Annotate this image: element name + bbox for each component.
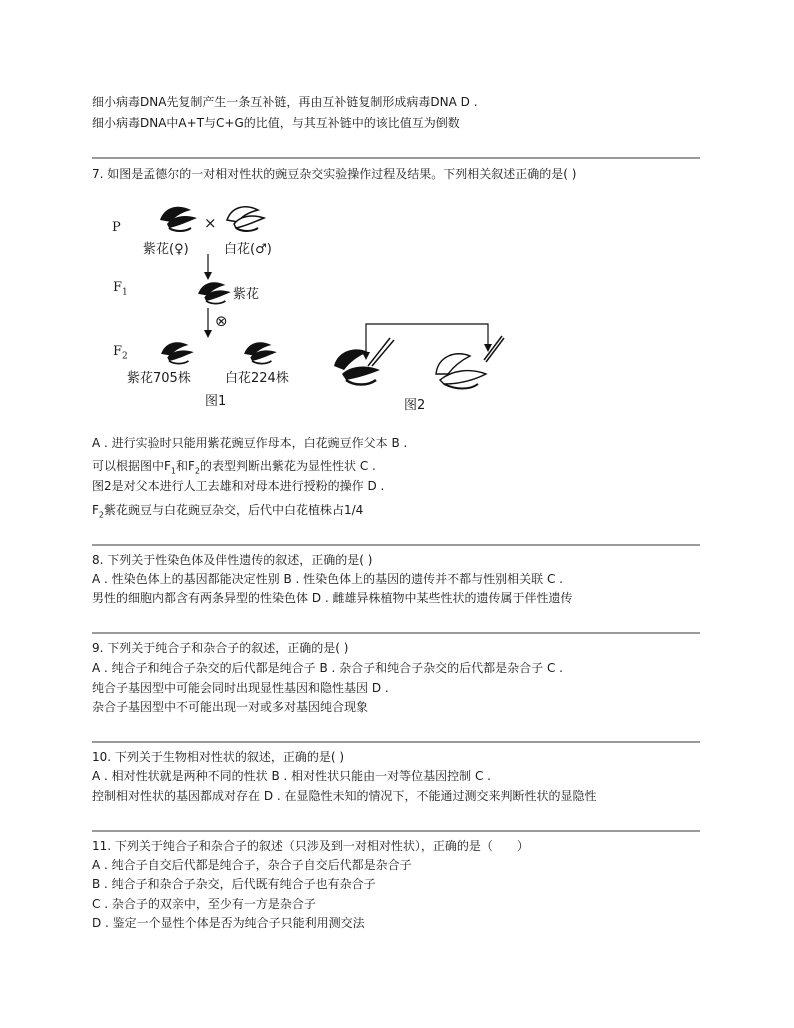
q9-stem: 9. 下列关于纯合子和杂合子的叙述，正确的是( )	[92, 641, 349, 655]
q8-line-1: A . 性染色体上的基因都能决定性别 B . 性染色体上的基因的遗传并不都与性别相关联 C .	[92, 572, 563, 586]
figure-1-caption: 图1	[205, 394, 227, 409]
q8-line-2: 男性的细胞内都含有两条异型的性染色体 D . 雌雄异株植物中某些性状的遗传属于伴性遗传	[92, 591, 573, 605]
q7-option-d: $F_2$紫花豌豆与白花豌豆杂交，后代中白花植株占1/4	[92, 503, 364, 520]
q9-line-3: 杂合子基因型中不可能出现一对或多对基因纯合现象	[92, 700, 369, 714]
f2-purple-count: 紫花705株	[127, 371, 191, 386]
arrow-down-icon	[203, 254, 213, 280]
q10-line-1: A . 相对性状就是两种不同的性状 B . 相对性状只能由一对等位基因控制 C .	[92, 769, 491, 783]
q9-line-1: A . 纯合子和纯合子杂交的后代都是纯合子 B . 杂合子和纯合子杂交的后代都是杂合子 C .	[92, 661, 563, 675]
intro-line-1: 细小病毒DNA先复制产生一条互补链，再由互补链复制形成病毒DNA D .	[92, 95, 478, 109]
separator	[92, 544, 700, 546]
f1-purple-label: 紫花	[233, 287, 260, 302]
selfing-symbol: ⊗	[215, 312, 228, 330]
generation-p-label: P	[112, 220, 121, 235]
q10-stem: 10. 下列关于生物相对性状的叙述，正确的是( )	[92, 750, 345, 764]
generation-f2-label: $F_2$	[113, 344, 128, 362]
separator	[92, 157, 700, 159]
q7-option-a: A . 进行实验时只能用紫花豌豆作母本，白花豌豆作父本 B .	[92, 436, 408, 450]
f2-white-count: 白花224株	[225, 371, 289, 386]
purple-flower-icon	[157, 202, 199, 236]
purple-flower-icon	[240, 338, 280, 368]
q7-stem: 7. 如图是孟德尔的一对相对性状的豌豆杂交实验操作过程及结果。下列相关叙述正确的是( )	[92, 167, 577, 181]
figure-2-caption: 图2	[404, 398, 426, 413]
q11-option-d: D . 鉴定一个显性个体是否为纯合子只能利用测交法	[92, 916, 365, 930]
q7-option-c: 图2是对父本进行人工去雄和对母本进行授粉的操作 D .	[92, 479, 385, 493]
white-flower-icon	[224, 202, 266, 236]
q10-line-2: 控制相对性状的基因都成对存在 D . 在显隐性未知的情况下，不能通过测交来判断性状的显隐性	[92, 789, 597, 803]
q8-stem: 8. 下列关于性染色体及伴性遗传的叙述，正确的是( )	[92, 553, 373, 567]
separator	[92, 830, 700, 832]
q11-option-b: B . 纯合子和杂合子杂交，后代既有纯合子也有杂合子	[92, 877, 376, 891]
q11-stem: 11. 下列关于纯合子和杂合子的叙述（只涉及到一对相对性状），正确的是（ ）	[92, 839, 529, 853]
q11-option-a: A . 纯合子自交后代都是纯合子，杂合子自交后代都是杂合子	[92, 858, 412, 872]
p-male-label: 白花(♂)	[224, 242, 272, 257]
purple-flower-icon	[194, 278, 234, 308]
separator	[92, 632, 700, 634]
intro-line-2: 细小病毒DNA中A+T与C+G的比值，与其互补链中的该比值互为倒数	[92, 116, 460, 130]
arrow-down-icon	[203, 308, 213, 338]
generation-f1-label: $F_1$	[113, 280, 128, 298]
pollination-diagram	[328, 316, 508, 396]
separator	[92, 741, 700, 743]
q7-option-b: 可以根据图中$F_1$和$F_2$的表型判断出紫花为显性性状 C .	[92, 459, 376, 476]
p-female-label: 紫花(♀)	[143, 242, 189, 257]
q9-line-2: 纯合子基因型中可能会同时出现显性基因和隐性基因 D .	[92, 681, 389, 695]
cross-symbol: ×	[204, 214, 217, 232]
q11-option-c: C . 杂合子的双亲中，至少有一方是杂合子	[92, 897, 316, 911]
purple-flower-icon	[157, 338, 197, 368]
